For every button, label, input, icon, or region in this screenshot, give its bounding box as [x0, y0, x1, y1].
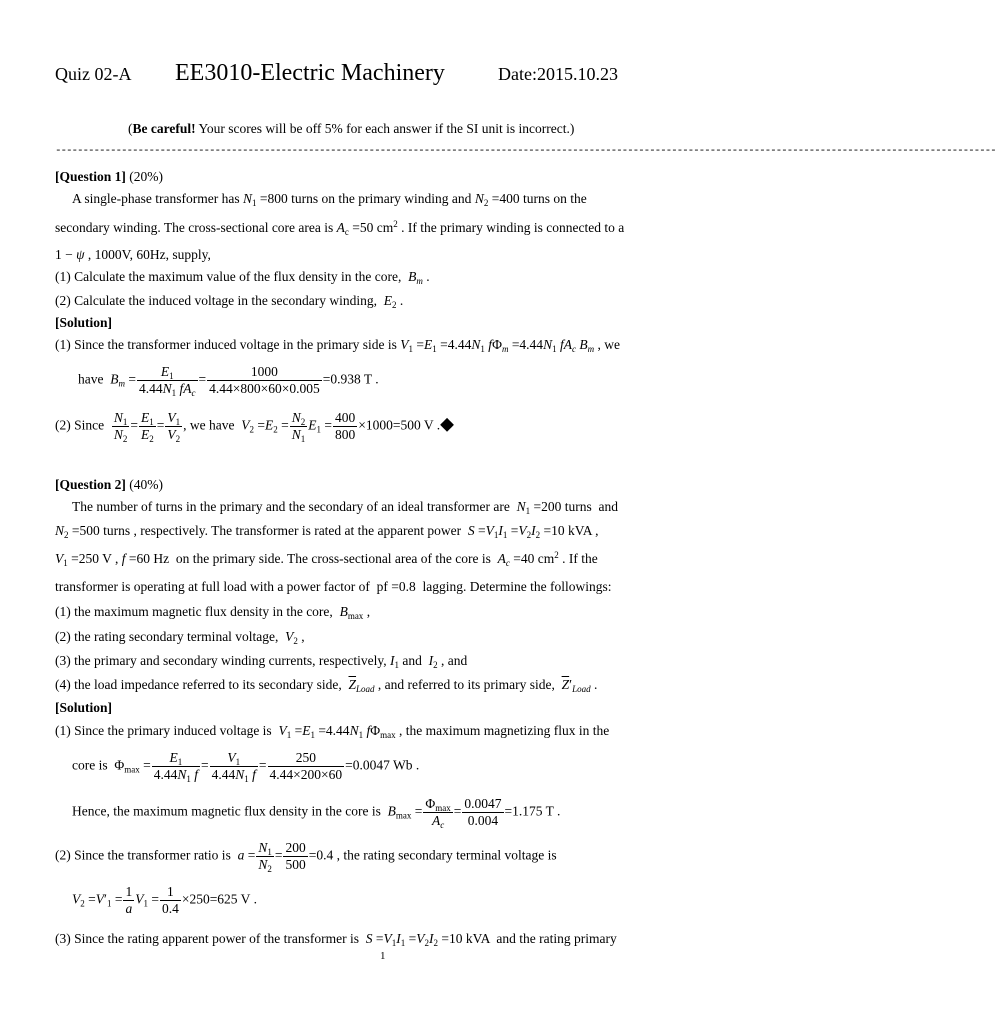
- q1-sol1-line1: (1) Since the transformer induced voltage in the primary side is $V_1 =E_1 =4.44N_1$ $f\Phi_m =4.44N_1$ $fA_c$ $B_m$ , we: [55, 337, 620, 354]
- q1-text-line2: secondary winding. The cross-sectional core area is $A_c =50$ $cm^2$ . If the primary winding is connected to a: [55, 219, 625, 237]
- q2-part3-text: (3) the primary and secondary winding currents, respectively,: [55, 653, 387, 668]
- si-unit-note: (Be careful! Your scores will be off 5% for each answer if the SI unit is incorrect.): [128, 121, 575, 136]
- q1-part2-text: (2) Calculate the induced voltage in the secondary winding,: [55, 293, 378, 308]
- note-text: Your scores will be off 5% for each answer if the SI unit is incorrect.): [195, 121, 575, 136]
- q1-solution-label: [Solution]: [55, 315, 113, 330]
- q2-part4: (4) the load impedance referred to its secondary side, $\overline{Z}_{Load}$ , and referred to its primary side, $\overline{Z}'_{Load}$ .: [55, 677, 598, 694]
- q2-sol1-phi-result: =0.0047 Wb: [345, 757, 413, 773]
- q2-part4-text: (4) the load impedance referred to its secondary side,: [55, 677, 342, 692]
- end-diamond-icon: ◆: [440, 413, 454, 434]
- course-title: EE3010-Electric Machinery: [175, 60, 445, 86]
- note-bold: Be careful!: [132, 121, 196, 136]
- q1-heading: [55, 168, 163, 185]
- q2-text-line3: $V_1 =250$ V , f =60 Hz on the primary side. The cross-sectional area of the core is $A_c =40$ $cm^2$ . If the: [55, 550, 598, 568]
- q2-part1-text: (1) the maximum magnetic flux density in the core,: [55, 604, 333, 619]
- q1-sol1-eq: have $B_m$ = $\frac{E_1}{4.44N_1 fA_c}$ = $\frac{1000}{4.44\times 800\times 60\times 0.005}$ =0.938 T .: [78, 364, 379, 398]
- q1-text-line3: 1 − ψ , 1000V, 60Hz, supply,: [55, 247, 211, 262]
- q2-label: [Question 2]: [55, 477, 126, 492]
- q1-part1: (1) Calculate the maximum value of the flux density in the core, $B_m$ .: [55, 269, 430, 286]
- q1-sol2-eq: (2) Since $\frac{N_1}{N_2}$ = $\frac{E_1}{E_2}$ = $\frac{V_1}{V_2}$ , we have $V_2 =E_2$ = $\frac{N_2}{N_1}$ $E_1$ = $\frac{400}{800}$ ×1000=500 V .◆: [55, 410, 454, 444]
- q1-weight: (20%): [125, 169, 163, 184]
- q2-part2: (2) the rating secondary terminal voltage, $V_2$ ,: [55, 629, 305, 646]
- q2-text-line1: The number of turns in the primary and the secondary of an ideal transformer are $N_1 =200$ turns and: [72, 499, 618, 516]
- q2-part2-text: (2) the rating secondary terminal voltage,: [55, 629, 279, 644]
- q2-sol1-b-eq: Hence, the maximum magnetic flux density in the core is $B_{max}$ = $\frac{\Phi_{max}}{A_c}$ = $\frac{0.0047}{0.004}$ =1.175 T .: [72, 796, 561, 830]
- q1-label: [Question 1]: [55, 169, 126, 184]
- q1-sol2-result: ×1000=500 V: [358, 417, 434, 433]
- q2-sol1-phi-eq: core is $\Phi_{max}$ = $\frac{E_1}{4.44N_1 f}$ = $\frac{V_1}{4.44N_1 f}$ = $\frac{250}{4.44\times 200\times 60}$ =0.0047 Wb .: [72, 750, 420, 784]
- q1-text-line1: A single-phase transformer has $N_1 =800$ turns on the primary winding and $N_2 =400$ turns on the: [72, 191, 587, 208]
- q2-sol2-v2-eq: $V_2 =V'_1$ = $\frac{1}{a}$ $V_1$ = $\frac{1}{0.4}$ ×250=625 V .: [72, 884, 257, 916]
- q1-part1-text: (1) Calculate the maximum value of the flux density in the core,: [55, 269, 402, 284]
- q2-sol2-v2-result: ×250=625 V: [181, 891, 251, 907]
- q2-sol2-a-result: =0.4: [308, 847, 334, 863]
- q2-solution-label: [Solution]: [55, 700, 113, 715]
- q2-text-line4: transformer is operating at full load with a power factor of pf =0.8 lagging. Determine the followings:: [55, 579, 612, 594]
- q2-text-line2: $N_2 =500$ turns , respectively. The transformer is rated at the apparent power $S =V_1I_1 =V_2I_2 =10$ kVA ,: [55, 523, 599, 540]
- q1-part2: (2) Calculate the induced voltage in the secondary winding, $E_2$ .: [55, 293, 404, 310]
- q2-sol2-ratio-eq: (2) Since the transformer ratio is a = $\frac{N_1}{N_2}$ = $\frac{200}{500}$ =0.4 , the rating secondary terminal voltage is: [55, 840, 557, 874]
- page-number: 1: [380, 950, 386, 962]
- q1-sol1-result: =0.938 T: [322, 371, 372, 387]
- quiz-label: Quiz 02-A: [55, 64, 132, 84]
- q2-weight: (40%): [125, 477, 163, 492]
- q2-sol1-b-result: =1.175 T: [504, 803, 554, 819]
- divider: ---------------------------------------------------------------------------------------------------------------------------------------------------------------------------: [55, 145, 996, 157]
- q2-sol1-line1: (1) Since the primary induced voltage is $V_1 =E_1 =4.44N_1$ $f\Phi_{max}$ , the maximum magnetizing flux in the: [55, 723, 610, 740]
- quiz-date: Date:2015.10.23: [498, 64, 618, 84]
- q2-part3: (3) the primary and secondary winding currents, respectively, $I_1$ and $I_2$ , and: [55, 653, 468, 670]
- q2-part1: (1) the maximum magnetic flux density in the core, $B_{max}$ ,: [55, 604, 371, 621]
- q2-sol3-line1: (3) Since the rating apparent power of the transformer is $S =V_1I_1 =V_2I_2 =10$ kVA and the rating primary: [55, 931, 617, 948]
- q2-heading: [55, 476, 163, 493]
